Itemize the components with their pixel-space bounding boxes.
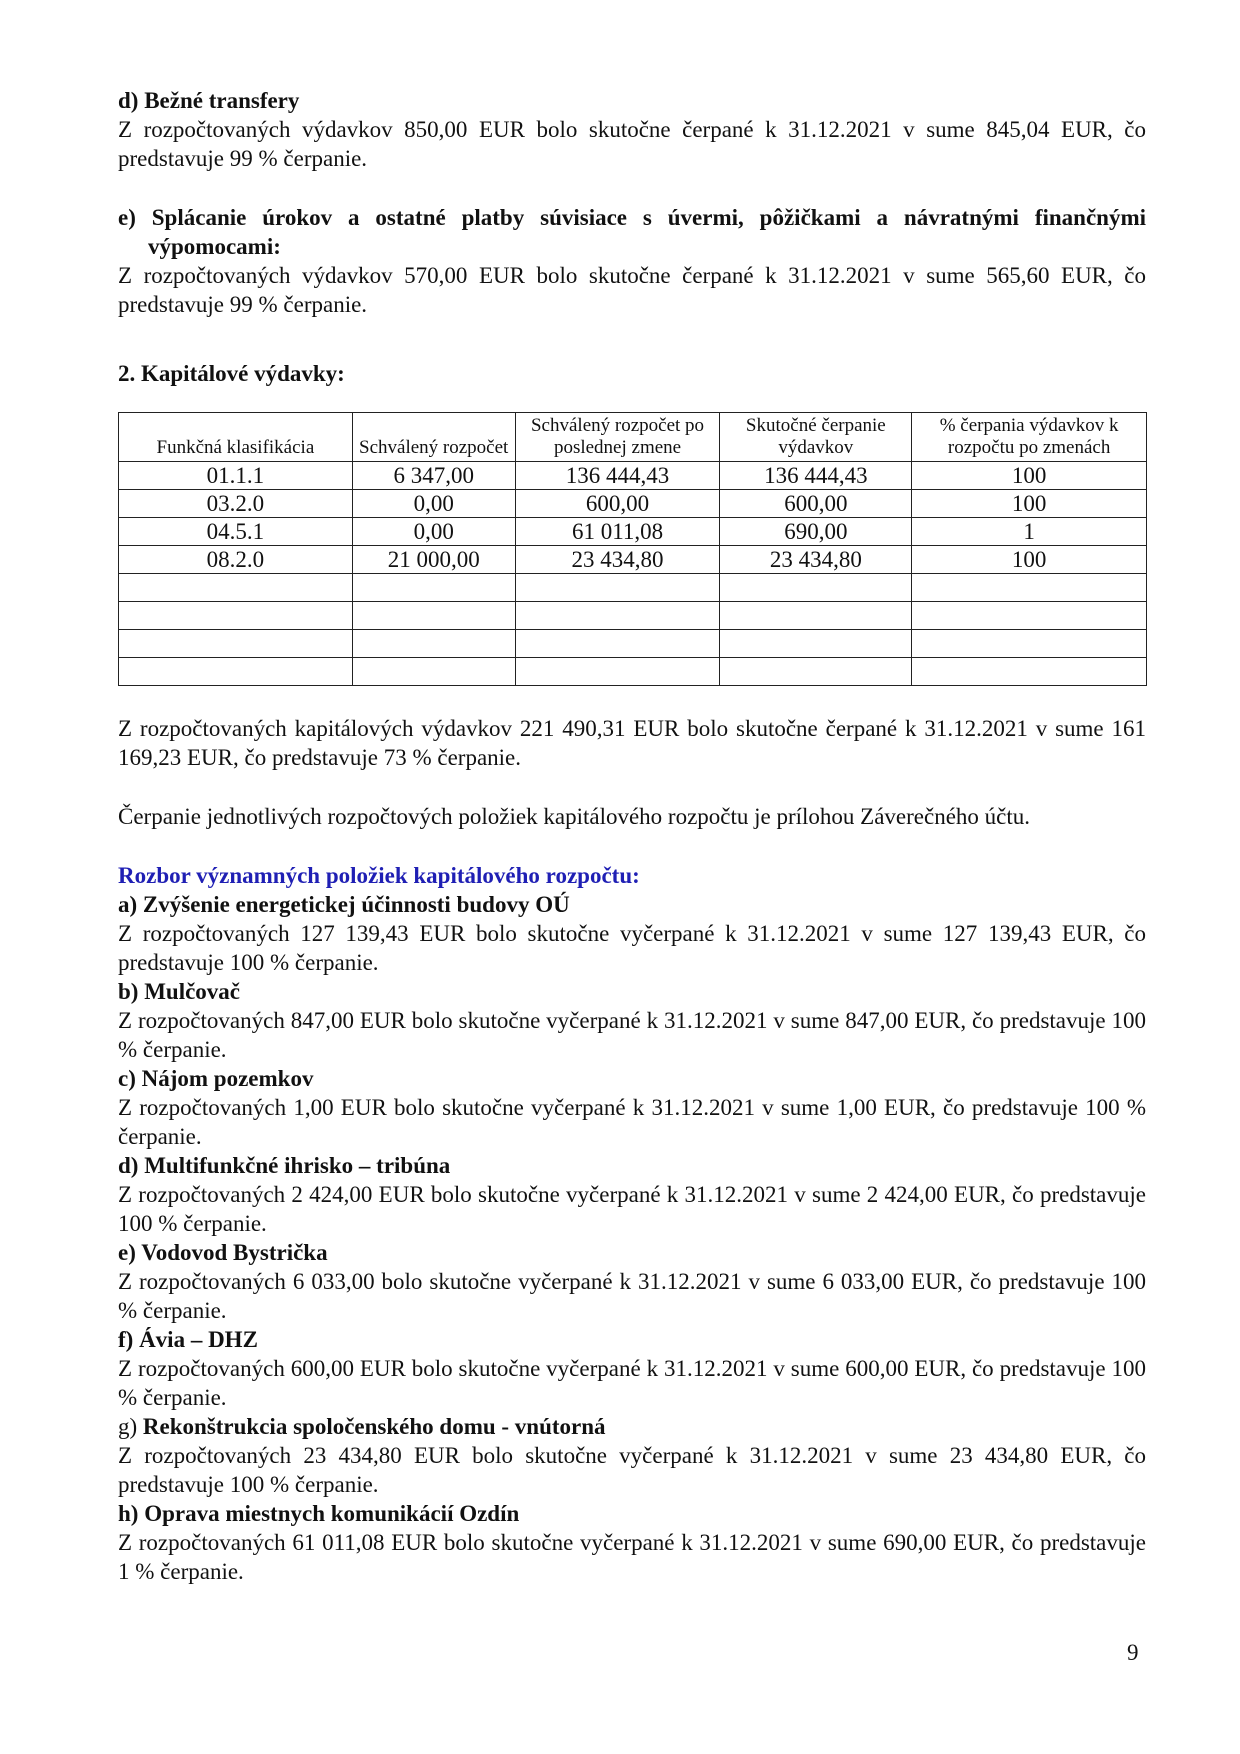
table-cell: 136 444,43	[515, 462, 720, 490]
table-row	[119, 462, 1147, 490]
item-h-text: Z rozpočtovaných 61 011,08 EUR bolo skutočne vyčerpané k 31.12.2021 v sume 690,00 EUR, čo predstavuje 1 % čerpanie.	[118, 1530, 1146, 1584]
item-g-prefix: g)	[118, 1414, 143, 1439]
table-cell: 0,00	[352, 518, 515, 546]
item-f-text: Z rozpočtovaných 600,00 EUR bolo skutočne vyčerpané k 31.12.2021 v sume 600,00 EUR, čo predstavuje 100 % čerpanie.	[118, 1356, 1146, 1410]
table-cell	[119, 630, 353, 658]
item-e-title: e) Vodovod Bystrička	[118, 1240, 328, 1265]
page-content	[118, 86, 1146, 1586]
table-cell: 61 011,08	[515, 518, 720, 546]
item-c-text: Z rozpočtovaných 1,00 EUR bolo skutočne vyčerpané k 31.12.2021 v sume 1,00 EUR, čo predstavuje 100 % čerpanie.	[118, 1095, 1146, 1149]
table-row	[119, 574, 1147, 602]
table-cell	[912, 630, 1147, 658]
analysis-title: Rozbor významných položiek kapitálového rozpočtu:	[118, 863, 640, 888]
table-cell: 01.1.1	[119, 462, 353, 490]
item-b-text: Z rozpočtovaných 847,00 EUR bolo skutočne vyčerpané k 31.12.2021 v sume 847,00 EUR, čo predstavuje 100 % čerpanie.	[118, 1008, 1146, 1062]
table-cell	[515, 630, 720, 658]
table-row	[119, 546, 1147, 574]
table-cell: 136 444,43	[720, 462, 912, 490]
section-d-title: d) Bežné transfery	[118, 88, 300, 113]
table-cell: 23 434,80	[720, 546, 912, 574]
table-cell	[515, 602, 720, 630]
item-h-title: h) Oprava miestnych komunikácií Ozdín	[118, 1501, 520, 1526]
table-cell	[352, 658, 515, 686]
table-cell	[515, 574, 720, 602]
item-g-title: Rekonštrukcia spoločenského domu - vnútorná	[142, 1414, 606, 1439]
table-cell: 100	[912, 462, 1147, 490]
table-cell: 100	[912, 490, 1147, 518]
table-row	[119, 490, 1147, 518]
item-e-text: Z rozpočtovaných 6 033,00 bolo skutočne vyčerpané k 31.12.2021 v sume 6 033,00 EUR, čo predstavuje 100 % čerpanie.	[118, 1269, 1146, 1323]
table-cell	[912, 658, 1147, 686]
table-cell: 21 000,00	[352, 546, 515, 574]
table-cell	[720, 602, 912, 630]
capital-expenses-title: 2. Kapitálové výdavky:	[118, 361, 345, 386]
item-d-title: d) Multifunkčné ihrisko – tribúna	[118, 1153, 451, 1178]
table-cell	[720, 574, 912, 602]
table-cell: 690,00	[720, 518, 912, 546]
table-cell: 600,00	[515, 490, 720, 518]
item-a-title: a) Zvýšenie energetickej účinnosti budovy OÚ	[118, 892, 570, 917]
item-b-title: b) Mulčovač	[118, 979, 241, 1004]
table-row	[119, 630, 1147, 658]
table-cell	[515, 658, 720, 686]
table-cell: 600,00	[720, 490, 912, 518]
table-cell	[119, 574, 353, 602]
col-header-approved-revised: Schválený rozpočet po poslednej zmene	[515, 413, 720, 462]
col-header-actual: Skutočné čerpanie výdavkov	[720, 413, 912, 462]
item-d-text: Z rozpočtovaných 2 424,00 EUR bolo skutočne vyčerpané k 31.12.2021 v sume 2 424,00 EUR, čo predstavuje 100 % čerpanie.	[118, 1182, 1146, 1236]
item-c-title: c) Nájom pozemkov	[118, 1066, 314, 1091]
table-cell: 04.5.1	[119, 518, 353, 546]
item-g-text: Z rozpočtovaných 23 434,80 EUR bolo skutočne vyčerpané k 31.12.2021 v sume 23 434,80 EUR, čo predstavuje 100 % čerpanie.	[118, 1443, 1146, 1497]
table-row	[119, 518, 1147, 546]
table-cell	[352, 630, 515, 658]
capital-expenses-table	[118, 412, 1147, 686]
section-e-title: e) Splácanie úrokov a ostatné platby súvisiace s úvermi, pôžičkami a návratnými finančnými výpomocami:	[118, 205, 1146, 259]
item-a-text: Z rozpočtovaných 127 139,43 EUR bolo skutočne vyčerpané k 31.12.2021 v sume 127 139,43 EUR, čo predstavuje 100 % čerpanie.	[118, 921, 1146, 975]
table-cell: 23 434,80	[515, 546, 720, 574]
table-header-row	[119, 413, 1147, 462]
item-g-title-row	[118, 1412, 1146, 1441]
col-header-classification: Funkčná klasifikácia	[119, 413, 353, 462]
capital-note: Čerpanie jednotlivých rozpočtových položiek kapitálového rozpočtu je prílohou Záverečného účtu.	[118, 804, 1031, 829]
table-cell	[720, 658, 912, 686]
table-row	[119, 658, 1147, 686]
table-cell: 0,00	[352, 490, 515, 518]
table-cell: 03.2.0	[119, 490, 353, 518]
table-cell	[912, 574, 1147, 602]
table-row	[119, 602, 1147, 630]
table-cell: 100	[912, 546, 1147, 574]
table-cell	[119, 658, 353, 686]
table-cell	[912, 602, 1147, 630]
table-cell: 1	[912, 518, 1147, 546]
col-header-percent: % čerpania výdavkov k rozpočtu po zmenách	[912, 413, 1147, 462]
section-e-text: Z rozpočtovaných výdavkov 570,00 EUR bolo skutočne čerpané k 31.12.2021 v sume 565,60 EUR, čo predstavuje 99 % čerpanie.	[118, 263, 1146, 317]
capital-summary: Z rozpočtovaných kapitálových výdavkov 221 490,31 EUR bolo skutočne čerpané k 31.12.2021 v sume 161 169,23 EUR, čo predstavuje 73 % čerpanie.	[118, 716, 1146, 770]
table-cell	[352, 574, 515, 602]
page-number: 9	[1127, 1640, 1139, 1665]
section-d-text: Z rozpočtovaných výdavkov 850,00 EUR bolo skutočne čerpané k 31.12.2021 v sume 845,04 EUR, čo predstavuje 99 % čerpanie.	[118, 117, 1146, 171]
table-cell	[119, 602, 353, 630]
table-cell: 6 347,00	[352, 462, 515, 490]
table-cell	[352, 602, 515, 630]
item-f-title: f) Ávia – DHZ	[118, 1327, 258, 1352]
col-header-approved: Schválený rozpočet	[352, 413, 515, 462]
table-cell: 08.2.0	[119, 546, 353, 574]
table-cell	[720, 630, 912, 658]
